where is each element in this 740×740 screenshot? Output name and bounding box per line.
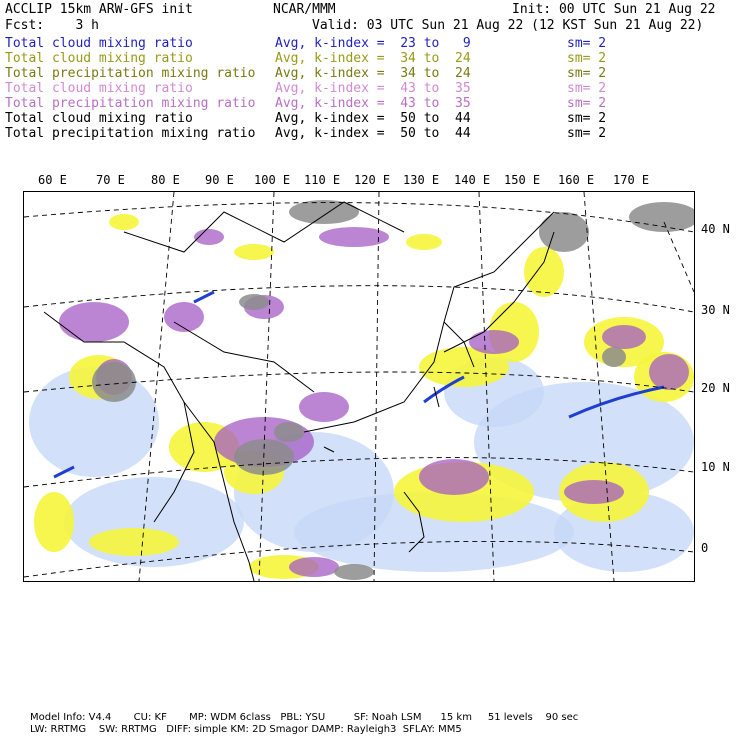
gray-patch xyxy=(539,212,589,252)
legend-avg-range: Avg, k-index = 43 to 35 xyxy=(275,96,471,111)
legend-avg-range: Avg, k-index = 50 to 44 xyxy=(275,126,471,141)
latitude-label: 0 xyxy=(701,541,709,555)
longitude-line xyxy=(664,222,694,292)
gray-patch xyxy=(629,202,694,232)
legend-smoothing: sm= 2 xyxy=(567,36,607,51)
gray-patch xyxy=(334,564,374,580)
legend-avg-range: Avg, k-index = 34 to 24 xyxy=(275,51,471,66)
longitude-label: 160 E xyxy=(558,173,595,187)
blue-streak xyxy=(194,292,214,302)
model-info-line1: Model Info: V4.4 CU: KF MP: WDM 6class PBL: YSU SF: Noah LSM 15 km 51 levels 90 sec xyxy=(30,712,579,723)
gray-patch xyxy=(239,294,269,310)
forecast-hour: Fcst: 3 h xyxy=(5,18,99,33)
border-himalaya xyxy=(174,322,314,392)
longitude-label: 170 E xyxy=(613,173,650,187)
purple-patch xyxy=(419,459,489,495)
legend-avg-range: Avg, k-index = 34 to 24 xyxy=(275,66,471,81)
legend-field-name: Total precipitation mixing ratio xyxy=(5,96,256,111)
legend-smoothing: sm= 2 xyxy=(567,51,607,66)
yellow-patch xyxy=(89,528,179,556)
longitude-label: 130 E xyxy=(403,173,440,187)
legend-row xyxy=(5,96,735,111)
yellow-patch xyxy=(524,247,564,297)
longitude-label: 60 E xyxy=(38,173,67,187)
legend-avg-range: Avg, k-index = 23 to 9 xyxy=(275,36,471,51)
purple-patch xyxy=(564,480,624,504)
longitude-label: 70 E xyxy=(96,173,125,187)
longitude-label: 100 E xyxy=(254,173,291,187)
legend-row xyxy=(5,126,735,141)
purple-patch xyxy=(289,557,339,577)
legend-smoothing: sm= 2 xyxy=(567,81,607,96)
gray-patch xyxy=(289,200,359,224)
latitude-label: 10 N xyxy=(701,460,730,474)
gray-patch xyxy=(602,347,626,367)
legend-field-name: Total precipitation mixing ratio xyxy=(5,126,256,141)
center-label: NCAR/MMM xyxy=(273,2,336,17)
yellow-patch xyxy=(406,234,442,250)
model-title: ACCLIP 15km ARW-GFS init xyxy=(5,2,193,17)
legend-row xyxy=(5,111,735,126)
legend-row xyxy=(5,36,735,51)
longitude-label: 110 E xyxy=(304,173,341,187)
longitude-label: 80 E xyxy=(151,173,180,187)
legend-field-name: Total cloud mixing ratio xyxy=(5,36,193,51)
purple-patch xyxy=(469,330,519,354)
yellow-patch xyxy=(234,244,274,260)
legend-smoothing: sm= 2 xyxy=(567,126,607,141)
latitude-label: 40 N xyxy=(701,222,730,236)
longitude-label: 90 E xyxy=(205,173,234,187)
purple-patch xyxy=(299,392,349,422)
cloud-mixing-ratio-map xyxy=(24,192,694,581)
yellow-patch xyxy=(109,214,139,230)
init-time: Init: 00 UTC Sun 21 Aug 22 xyxy=(512,2,716,17)
gray-patch xyxy=(274,422,304,442)
legend-field-name: Total cloud mixing ratio xyxy=(5,111,193,126)
legend-row xyxy=(5,81,735,96)
longitude-label: 120 E xyxy=(354,173,391,187)
yellow-patch xyxy=(34,492,74,552)
map-panel xyxy=(23,191,695,582)
valid-time: Valid: 03 UTC Sun 21 Aug 22 (12 KST Sun 21 Aug 22) xyxy=(312,18,704,33)
purple-patch xyxy=(59,302,129,342)
latitude-label: 20 N xyxy=(701,381,730,395)
legend-row xyxy=(5,51,735,66)
purple-patch xyxy=(602,325,646,349)
legend-field-name: Total cloud mixing ratio xyxy=(5,51,193,66)
model-info-line2: LW: RRTMG SW: RRTMG DIFF: simple KM: 2D Smagor DAMP: Rayleigh3 SFLAY: MM5 xyxy=(30,724,462,735)
legend-avg-range: Avg, k-index = 43 to 35 xyxy=(275,81,471,96)
latitude-label: 30 N xyxy=(701,303,730,317)
purple-patch xyxy=(649,354,689,390)
legend-smoothing: sm= 2 xyxy=(567,111,607,126)
longitude-label: 150 E xyxy=(504,173,541,187)
legend-avg-range: Avg, k-index = 50 to 44 xyxy=(275,111,471,126)
gray-patch xyxy=(92,362,136,402)
legend-smoothing: sm= 2 xyxy=(567,96,607,111)
longitude-label: 140 E xyxy=(454,173,491,187)
legend-field-name: Total cloud mixing ratio xyxy=(5,81,193,96)
legend-row xyxy=(5,66,735,81)
legend-field-name: Total precipitation mixing ratio xyxy=(5,66,256,81)
latitude-line xyxy=(24,286,694,312)
legend-smoothing: sm= 2 xyxy=(567,66,607,81)
